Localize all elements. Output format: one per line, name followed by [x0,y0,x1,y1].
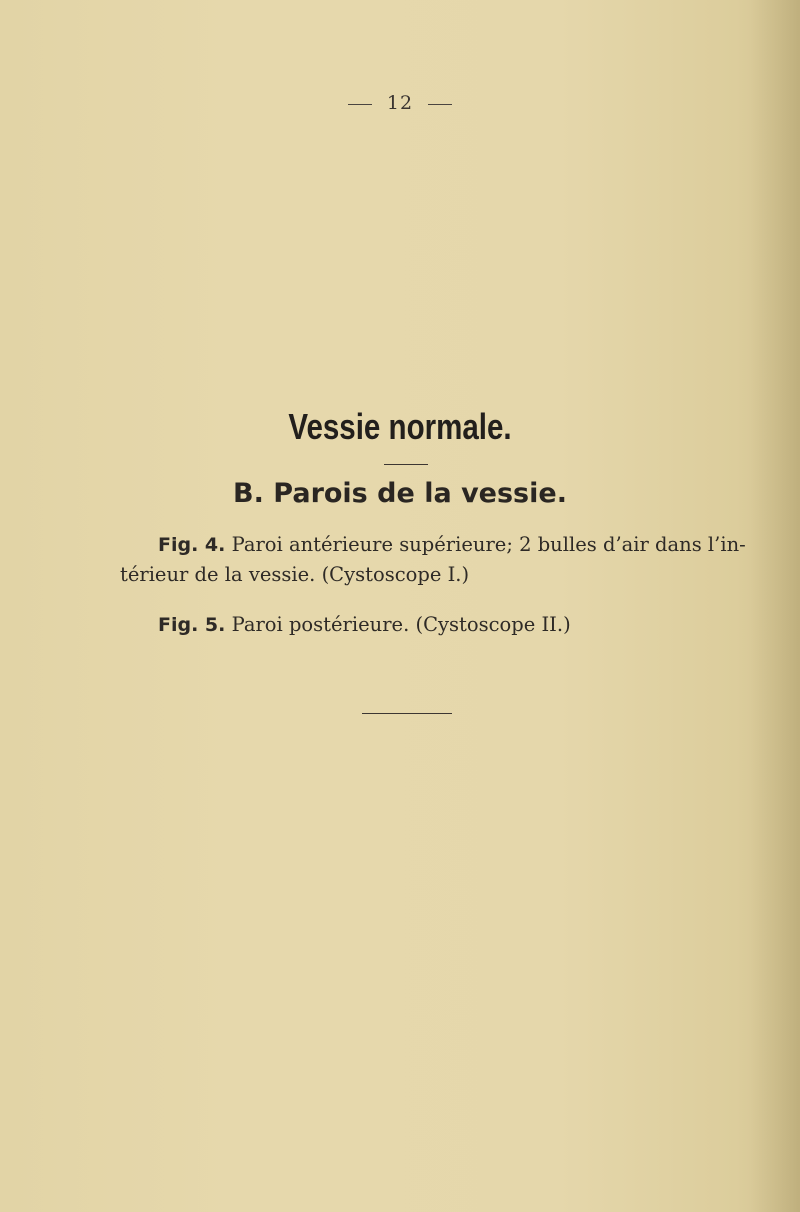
figure-4-text-line-1: Paroi antérieure supérieure; 2 bulles d’air dans l’in- [231,533,746,556]
page-number-dash-left [348,104,372,105]
page-number-dash-right [428,104,452,105]
figure-4-label: Fig. 4. [158,534,226,556]
end-divider [362,713,452,714]
figure-4-text-line-2: térieur de la vessie. (Cystoscope I.) [120,563,470,586]
figure-4-caption-line-1 [158,533,746,556]
figure-5-caption [158,613,571,636]
section-heading: B. Parois de la vessie. [233,478,567,509]
figure-4-caption-line-2 [120,563,469,586]
page-number-text: 12 [386,92,414,114]
figure-5-label: Fig. 5. [158,614,226,636]
title-divider [384,464,428,465]
page-title: Vessie normale. [288,406,512,447]
page-number [0,92,800,114]
figure-5-text: Paroi postérieure. (Cystoscope II.) [231,613,571,636]
page-edge-shadow [750,0,800,1212]
